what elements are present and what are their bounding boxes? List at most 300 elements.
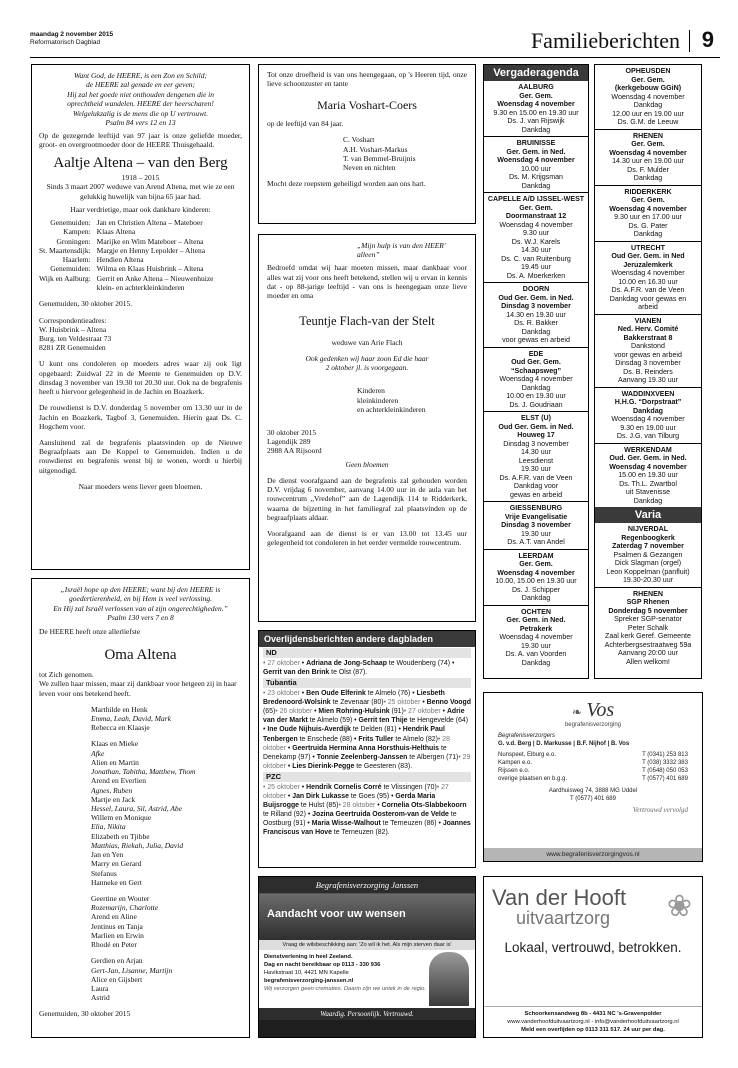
- ad-vos: [483, 692, 703, 862]
- entry-date: 26 oktober: [279, 708, 313, 716]
- agenda-line: 14.30 uur: [521, 448, 551, 456]
- entry-name: Jan Dirk Lukasse: [292, 792, 349, 800]
- agenda-place: DOORN: [522, 285, 550, 293]
- entry-detail: te Vlissingen (70): [383, 783, 437, 791]
- entry-detail: te Geesteren (83).: [356, 762, 413, 770]
- agenda-date: Woensdag 4 november: [497, 156, 575, 164]
- agenda-line: Spreker SGP-senator: [614, 615, 682, 623]
- vos-phone-row: [498, 775, 688, 783]
- janssen-ask: Vraag de wilsbeschikking aan: 'Zo wil ik het. Als mijn sterven daar is': [259, 940, 475, 950]
- obituaries-other-papers: [258, 630, 476, 868]
- relative-line: kleinkinderen: [357, 395, 399, 405]
- agenda-line: 19.30 uur: [521, 529, 551, 538]
- agenda-church: Vrije Evangelisatie: [504, 512, 568, 521]
- widow-note: Sinds 3 maart 2007 weduwe van Arend Altena, met wie ze een gelukkig huwelijk van bijna 65 jaar had.: [46, 182, 235, 201]
- agenda-date: Dankdag: [633, 406, 663, 415]
- page-header: [30, 28, 720, 58]
- agenda-line: Zaal kerk Geref. Gemeente: [605, 632, 691, 640]
- entry-name: Liesbeth Bredenoord-Wolsink: [263, 690, 445, 707]
- entry-name: Gerrit van den Brink: [263, 669, 330, 676]
- verse-line: Welgelukzalig is de mens die op U vertrouwt.: [72, 108, 209, 118]
- vos-phone-place: Rijssen e.o.: [498, 768, 530, 775]
- hooft-flower-icon: ❀: [666, 890, 692, 923]
- bible-verse: [39, 585, 242, 623]
- janssen-slogan: Aandacht voor uw wensen: [267, 908, 406, 920]
- agenda-place: WERKENDAM: [624, 445, 672, 454]
- agenda-date: Houweg 17: [517, 431, 555, 439]
- agenda-line: Dankdag: [521, 658, 551, 667]
- agenda-line: Ds. J. Schipper: [511, 585, 561, 594]
- entry-date: 29 oktober: [263, 753, 471, 770]
- agenda-line: Ds. M. Krijgsman: [509, 173, 563, 181]
- agenda-date: Woensdag 4 november: [497, 568, 575, 577]
- entry-name: Hendrik Paul Tenbergen: [263, 726, 445, 743]
- vos-web: www.begrafenisverzorgingvos.nl: [484, 848, 702, 861]
- agenda-item: [484, 137, 588, 193]
- family-row: [39, 237, 217, 246]
- agenda-date: Donderdag 5 november: [608, 606, 688, 615]
- agenda-line: Dankdag: [633, 230, 663, 238]
- agenda-line: Dankdag voor gewas en: [609, 294, 687, 303]
- section-title: Familieberichten: [530, 28, 680, 53]
- agenda-line: 10.00, 15.00 en 19.30 uur: [495, 577, 577, 585]
- family-group: [91, 739, 242, 887]
- entry-name: Benno Voogd: [426, 699, 471, 707]
- family-member: Rozemarijn, Charlotte: [91, 903, 159, 913]
- vos-logo-block: [484, 693, 702, 728]
- entry-name: Adriana de Jong-Schaap: [306, 659, 387, 667]
- entry-name: Cornelia Ots-Slabbekoorn: [381, 802, 467, 810]
- agenda-line: Dankstond: [631, 342, 665, 350]
- obituary-voshart-coers: [258, 64, 476, 224]
- correspondence-line: W. Huisbrink – Altena: [39, 324, 107, 334]
- entry-detail: te Olst (87).: [331, 669, 368, 676]
- agenda-line: Woensdag 4 november: [611, 92, 685, 101]
- bullet-icon: •: [383, 699, 388, 707]
- burial-text: Aansluitend zal de begrafenis plaatsvinden op de Nieuwe Begraafplaats aan De Koppel te Genemuiden. Indien u de rouwdienst en begrafenis wenst bij te wonen, wordt u hierbij uitgenodigd.: [39, 438, 242, 475]
- family-member: Astrid: [91, 993, 110, 1003]
- bullet-icon: •: [403, 708, 409, 716]
- bullet-icon: •: [263, 783, 268, 791]
- family-member: Afke: [91, 748, 105, 758]
- janssen-line: Dag en nacht bereikbaar op 0113 - 330 936: [264, 962, 381, 969]
- agenda-place: GIESSENBURG: [509, 504, 563, 512]
- agenda-church: Oud Ger. Gem. in Ned.: [498, 293, 574, 302]
- agenda-church: Ger. Gem.: [631, 140, 665, 148]
- vos-phones: [498, 751, 688, 783]
- family-names: Marijke en Wim Mateboer – Altena: [96, 236, 204, 246]
- janssen-title: Begrafenisverzorging Janssen: [259, 877, 475, 894]
- bullet-icon: •: [263, 659, 268, 667]
- agenda-line: gewas en arbeid: [509, 490, 563, 499]
- agenda-date: “Schaapsweg”: [510, 366, 562, 375]
- agenda-line: arbeid: [638, 303, 658, 311]
- bullet-icon: •: [263, 690, 268, 697]
- agenda-item: [595, 242, 701, 315]
- family-member: Marlien en Erwin: [91, 930, 144, 940]
- entry-detail: te Albergen (71): [409, 753, 459, 761]
- family-row: [39, 218, 217, 227]
- agenda-item: [595, 315, 701, 388]
- address-line: Lagendijk 289: [267, 437, 311, 447]
- agenda-line: 19.45 uur: [521, 263, 551, 271]
- verse-line: Want God, de HEERE, is een Zon en Schild;: [73, 71, 208, 80]
- obituary-oma-altena: [31, 578, 250, 1038]
- verse-reference: Psalm 84 vers 12 en 13: [105, 117, 176, 127]
- agenda-line: Dankdag: [633, 101, 663, 109]
- family-member: Agnes, Ruben: [91, 785, 133, 795]
- verse-line: Hij zal het goede niet onthouden dengenen die in: [66, 89, 215, 99]
- agenda-line: 12.00 uur en 19.00 uur: [612, 109, 684, 118]
- memory-note: [267, 354, 467, 372]
- varia-header: Varia: [595, 507, 701, 523]
- agenda-line: Ds. J.G. van Tilburg: [616, 432, 680, 440]
- family-member: Hanneke en Gert: [91, 877, 142, 887]
- intro-text: Op de gezegende leeftijd van 97 jaar is onze geliefde moeder, groot- en overgrootmoeder door de HEERE Thuisgehaald.: [39, 131, 242, 150]
- janssen-portrait: [429, 952, 469, 1006]
- vos-phone-number: T (0577) 401 689: [642, 776, 688, 783]
- agenda-church: Ned. Herv. Comité: [617, 325, 679, 333]
- varia-list: [595, 523, 701, 668]
- bullet-icon: •: [437, 735, 443, 743]
- family-group: [91, 956, 242, 1002]
- entry-name: Gerda Maria Buijsrogge: [263, 792, 436, 810]
- memory-line: Ook gedenken wij haar zoon Ed die haar: [305, 353, 429, 363]
- agenda-place: RHENEN: [633, 589, 663, 598]
- agenda-line: 9.30 en 15.00 en 19.30 uur: [493, 108, 579, 117]
- family-member: Alien en Martin: [91, 757, 139, 767]
- agenda-line: Leesdienst: [518, 456, 554, 465]
- agenda-line: 9.30 uur en 17.00 uur: [614, 213, 682, 221]
- entry-date: 27 oktober: [408, 708, 441, 716]
- address-line: 2988 AA Rijsoord: [267, 446, 322, 456]
- janssen-photo: [259, 894, 475, 940]
- agenda-right: [595, 65, 701, 507]
- agenda-line: Dankdag: [521, 125, 551, 134]
- relatives: [267, 135, 467, 172]
- entry-name: Lies Dierink-Pegge: [292, 762, 355, 770]
- family-member: Geertine en Wouter: [91, 893, 150, 903]
- agenda-item: [484, 412, 588, 502]
- entry-date: 28 oktober: [263, 735, 450, 752]
- dated-line: Genemuiden, 30 oktober 2015: [39, 1009, 131, 1019]
- entry-date: 25 oktober: [267, 783, 300, 791]
- closing-note: Mocht deze roepstem geheiligd worden aan ons hart.: [267, 179, 426, 189]
- vos-info: [484, 728, 702, 818]
- family-member: Elizabeth en Tjibbe: [91, 831, 150, 841]
- agenda-line: Psalmen & Gezangen: [613, 550, 683, 559]
- entry-detail: te Rilland (92): [263, 811, 306, 819]
- obituary-altena-van-den-berg: [31, 64, 250, 570]
- agenda-place: NIJVERDAL: [627, 525, 669, 533]
- grieving-label: Haar verdrietige, maar ook dankbare kinderen:: [70, 204, 211, 214]
- entry-detail: te Hulst (85): [300, 802, 339, 810]
- entry-detail: te Almelo (82): [395, 735, 438, 743]
- agenda-date: Bakkerstraat 8: [623, 333, 673, 342]
- agenda-line: Ds. A. van Voorden: [505, 650, 567, 658]
- agenda-church: Ger. Gem.: [519, 560, 553, 568]
- agenda-line: Ds. J. Goudriaan: [509, 400, 563, 409]
- entry-detail: te Almelo (59): [309, 717, 353, 725]
- agenda-date: (kerkgebouw GGiN): [614, 84, 682, 92]
- entry-name: Ben Oude Elferink: [306, 690, 366, 697]
- source-entries: • 25 oktober • Hendrik Cornelis Corré te Vlissingen (70)• 27 oktober • Jan Dirk Lukasse te Goes (95) • Gerda Maria Buijsrogge te Hulst (85)• 28 oktober • Cornelia Ots-Slabbekoorn te Rilland (92) • Jozina Geertruida Oosterom-van de Velde te Oostburg (91) • Maria Wisse-Walhout te Terneuzen (86) • Joannes Franciscus van Hove te Terneuzen (82).: [263, 783, 471, 837]
- agenda-church: Ger. Gem.: [631, 75, 665, 84]
- family-member: Jan en Yen: [91, 850, 124, 860]
- vos-leaf-icon: ❧: [571, 705, 582, 719]
- agenda-church: Ger. Gem. in Ned.: [506, 147, 566, 156]
- intro-text: De HEERE heeft onze allerliefste: [39, 626, 141, 636]
- entry-name: Joannes Franciscus van Hove: [263, 820, 471, 837]
- agenda-line: voor gewas en arbeid: [502, 336, 570, 344]
- agenda-item: [595, 130, 701, 186]
- agenda-date: Woensdag 4 november: [609, 148, 687, 157]
- agenda-line: Dankdag: [521, 594, 551, 602]
- entry-name: Gerrit ten Thije: [358, 717, 408, 725]
- entry-detail: te Hengevelde (64): [409, 717, 469, 725]
- vos-logo: Vos: [586, 699, 615, 721]
- family-names: Klaas Altena: [96, 227, 136, 237]
- vos-leaders: G. v.d. Berg | D. Markusse | B.F. Nijhof | B. Vos: [498, 741, 630, 748]
- vos-phone-place: Nunspeet, Elburg e.o.: [498, 752, 557, 759]
- vos-address: Aardhuisweg 74, 3888 MG Uddel: [548, 787, 638, 794]
- entry-name: Maria Wisse-Walhout: [311, 820, 381, 828]
- source-entries: • 23 oktober • Ben Oude Elferink te Almelo (76) • Liesbeth Bredenoord-Wolsink te Zevenaar (80)• 25 oktober • Benno Voogd (65)• 26 oktober • Mien Rohring-Hulsink (91)• 27 oktober • Adrie van der Markt te Almelo (59) • Gerrit ten Thije te Hengevelde (64) • Ine Oude Nijhuis-Averdijk te Delden (81) • Hendrik Paul Tenbergen te Enschede (88) • Frits Tuller te Almelo (82)• 28 oktober • Geertruida Hermina Anna Horsthuis-Helthuis te Denekamp (97) • Tonnie Zeelenberg-Janssen te Albergen (71)• 29 oktober • Lies Dierink-Pegge te Geesteren (83).: [263, 690, 471, 770]
- vos-phone-number: T (038) 3332 383: [642, 760, 688, 767]
- obituary-flach-van-der-stelt: [258, 234, 476, 622]
- bullet-icon: •: [436, 783, 442, 791]
- agenda-left: [484, 81, 588, 669]
- hooft-address: Schoorkensandweg 8b - 4431 NC 's-Gravenpolder: [524, 1010, 662, 1017]
- deceased-name: Maria Voshart-Coers: [317, 98, 417, 113]
- entry-name: Ine Oude Nijhuis-Averdijk: [267, 726, 351, 734]
- agenda-line: Allen welkom!: [626, 657, 670, 666]
- family-groups: [39, 705, 242, 1003]
- agenda-line: Ds. G.M. de Leeuw: [617, 118, 679, 126]
- family-table: [39, 218, 217, 292]
- entry-detail: te Enschede (88): [299, 735, 353, 743]
- agenda-place: BRUINISSE: [516, 139, 556, 147]
- entry-detail: te Woudenberg (74): [388, 659, 451, 667]
- age-text: op de leeftijd van 84 jaar.: [267, 119, 344, 129]
- relatives: [267, 386, 467, 414]
- intro-text: Bedroefd omdat wij haar moeten missen, maar dankbaar voor alles wat zij voor ons heeft betekend, stellen wij u ervan in kennis dat - op 88-jarige leeftijd - van ons is heengegaan onze lieve moeder en oma: [267, 263, 467, 301]
- family-names: Jan en Christien Altena – Mateboer: [96, 218, 203, 227]
- flowers-note: Naar moeders wens liever geen bloemen.: [78, 481, 203, 491]
- dated-line: 30 oktober 2015: [267, 428, 317, 437]
- agenda-line: 9.30 uur: [522, 229, 550, 237]
- entry-detail: (65): [263, 708, 276, 716]
- entry-date: 25 oktober: [387, 699, 421, 707]
- agenda-line: Dankdag: [521, 383, 551, 392]
- family-member: Jentinus en Tanja: [91, 921, 143, 931]
- relative-name: C. Voshart: [343, 135, 375, 145]
- family-member: Jonathan, Tabitha, Matthew, Thom: [91, 767, 196, 777]
- family-place: Groningen:: [56, 236, 91, 246]
- agenda-line: 14.30 uur en 19.00 uur: [612, 157, 684, 165]
- agenda-date: Woensdag 4 november: [609, 204, 687, 213]
- family-member: Willem en Monique: [91, 813, 152, 823]
- deceased-name: Teuntje Flach-van der Stelt: [299, 314, 435, 329]
- agenda-line: Woensdag 4 november: [611, 269, 685, 277]
- family-place: Haarlem:: [62, 255, 91, 265]
- family-member: Martje en Jack: [91, 794, 136, 804]
- agenda-line: Leon Koppelman (panfluit): [606, 567, 690, 576]
- relative-name: Neven en nichten: [343, 163, 396, 173]
- family-member: Elia, Nikita: [91, 822, 126, 832]
- agenda-line: 19.30 uur: [521, 465, 551, 473]
- entry-detail: te Delden (81): [352, 726, 397, 734]
- agenda-church: Oud Ger. Gem. in Ned.: [498, 422, 574, 431]
- condolence-text: U kunt ons condoleren op moeders adres waar zij ook ligt opgebaard: Zuidwal 22 in de Meente te Genemuiden op D.V. dinsdag 3 november van 19.30 tot 20.30 uur. Ook na de begrafenis heeft u hiervoor gelegenheid in de Jachin en Boazkerk.: [39, 359, 242, 397]
- agenda-line: Ds. C. van Ruitenburg: [501, 254, 571, 263]
- vos-phone-number: T (0341) 253 813: [642, 752, 688, 759]
- agenda-line: Ds. W.J. Karels: [511, 237, 561, 246]
- vos-phone-row: [498, 751, 688, 759]
- family-row: [39, 227, 217, 236]
- agenda-item: [595, 523, 701, 588]
- agenda-place: EDE: [528, 349, 544, 358]
- correspondence-line: 8281 ZR Genemuiden: [39, 343, 106, 353]
- agenda-item: [484, 193, 588, 283]
- agenda-line: Aanvang 20:00 uur: [618, 649, 678, 657]
- agenda-church: Oud. Ger. Gem. in Ned.: [609, 454, 687, 462]
- agenda-line: 15.00 en 19.30 uur: [618, 471, 678, 479]
- edition-date: maandag 2 november 2015: [30, 31, 114, 38]
- entry-name: Tonnie Zeelenberg-Janssen: [316, 753, 408, 761]
- agenda-line: 9.30 en 19.00 uur: [620, 423, 676, 432]
- agenda-line: Ds. A.T. van Andel: [507, 538, 565, 546]
- agenda-line: Ds. Th.L. Zwartbol: [619, 479, 677, 488]
- agenda-place: ELST (U): [521, 414, 551, 422]
- widow-note: weduwe van Arie Flach: [331, 337, 403, 347]
- family-member: Rhodé en Peter: [91, 940, 137, 950]
- family-place: Kampen:: [63, 227, 91, 237]
- family-member: Emma, Leah, David, Mark: [91, 714, 171, 724]
- deceased-name: Aaltje Altena – van den Berg: [53, 154, 228, 171]
- entry-date: 27 oktober: [263, 783, 449, 800]
- agenda-date: Woensdag 4 november: [609, 462, 687, 471]
- agenda-church: Oud Ger. Gem.: [511, 358, 561, 366]
- deceased-name: Oma Altena: [104, 646, 177, 663]
- family-row: [39, 246, 217, 255]
- family-names: Margje en Henny Lepolder – Altena: [96, 245, 206, 255]
- family-place: Wijk en Aalburg:: [39, 273, 91, 283]
- family-member: Matthias, Riekah, Julia, David: [91, 840, 184, 850]
- agenda-item: [595, 388, 701, 444]
- agenda-line: Woensdag 4 november: [499, 220, 573, 229]
- family-names: Gerrit en Anke Altena – Nieuwenhuize: [96, 273, 214, 283]
- agenda-date: Doormanstraat 12: [505, 212, 567, 220]
- hooft-web: www.vanderhoofduitvaartzorg.nl - info@vanderhoofduitvaartzorg.nl: [507, 1018, 679, 1025]
- agenda-line: Aanvang 19.30 uur: [618, 376, 678, 384]
- entry-name: Geertruida Hermina Anna Horsthuis-Helthuis: [292, 744, 440, 752]
- entry-date: 28 oktober: [342, 802, 376, 810]
- agenda-line: Ds. B. Reinders: [623, 367, 673, 376]
- entry-detail: te Almelo (76): [367, 690, 411, 697]
- ad-van-der-hooft: [483, 876, 703, 1038]
- bible-verse: [39, 71, 242, 127]
- hooft-meld: Meld een overlijden op 0113 311 517. 24 uur per dag.: [521, 1026, 665, 1033]
- agenda-date: Zaterdag 7 november: [612, 542, 684, 550]
- agenda-date: Woensdag 4 november: [497, 100, 575, 108]
- agenda-item: [595, 65, 701, 130]
- entry-detail: te Goes (95): [350, 792, 390, 800]
- agenda-date: Petrakerk: [519, 624, 553, 633]
- agenda-church: H.H.G. “Dorpstraat”: [614, 398, 682, 406]
- family-row: [39, 255, 217, 264]
- body-text: tot Zich genomen.: [39, 670, 94, 680]
- agenda-item: [595, 444, 701, 508]
- agenda-line: Ds. J. van Rijswijk: [507, 117, 565, 125]
- agenda-line: Dankdag voor: [513, 482, 559, 490]
- family-member: Laura: [91, 983, 109, 993]
- verse-line: „Israël hope op den HEERE; want bij den HEERE is: [60, 585, 221, 594]
- family-row: [39, 274, 217, 283]
- agenda-item: [484, 81, 588, 137]
- relative-line: en achterkleinkinderen: [357, 404, 426, 414]
- agenda-place: AALBURG: [518, 83, 554, 91]
- condolence-text: Voorafgaand aan de dienst is er van 13.00 tot 13.45 uur gelegenheid tot condoleren in het eerder vermelde rouwcentrum.: [267, 528, 467, 548]
- entry-name: Jozina Geertruida Oosterom-van de Velde: [312, 811, 449, 819]
- dated-line: Genemuiden, 30 oktober 2015.: [39, 299, 133, 309]
- family-member: Stefanus: [91, 868, 117, 878]
- agenda-line: Dinsdag 3 november: [615, 359, 681, 367]
- family-member: Gert-Jan, Lisanne, Martijn: [91, 965, 173, 975]
- hooft-footer: [484, 1006, 702, 1037]
- family-member: Arend en Aline: [91, 912, 137, 922]
- family-place: St. Maartensdijk:: [39, 245, 91, 255]
- vos-phone-row: [498, 767, 688, 775]
- hooft-logo-line1: Van der Hooft: [492, 885, 627, 910]
- agenda-line: Woensdag 4 november: [499, 375, 573, 383]
- obituaries-list: [259, 648, 475, 838]
- newspaper-name: Reformatorisch Dagblad: [30, 39, 101, 46]
- agenda-line: Peter Schalk: [627, 623, 669, 632]
- entry-name: Frits Tuller: [358, 735, 394, 743]
- janssen-line: Havikstraat 10, 4421 MN Kapelle: [264, 970, 349, 977]
- agenda-line: Dinsdag 3 november: [503, 439, 569, 448]
- vos-sub: begrafenisverzorging: [564, 722, 622, 728]
- bullet-icon: •: [275, 708, 280, 716]
- entry-detail: (91): [391, 708, 404, 716]
- family-member: Marry en Gerard: [91, 859, 142, 869]
- vos-phone-row: [498, 759, 688, 767]
- agenda-church: Oud Ger. Gem. in Ned: [611, 252, 685, 260]
- janssen-line: begrafenisverzorging-janssen.nl: [264, 978, 354, 985]
- family-names: klein- en achterkleinkinderen: [96, 283, 185, 293]
- correspondence-label: Correspondentieadres:: [39, 315, 107, 325]
- bullet-icon: •: [458, 753, 463, 761]
- agenda-line: Ds. A.F.R. van de Veen: [611, 286, 685, 294]
- bible-verse: „Mijn hulp is van den HEER' alleen”: [357, 241, 446, 260]
- vos-label: Begrafenisverzorgers: [498, 733, 556, 739]
- family-row: [39, 283, 217, 292]
- verse-line: goedertierenheid, en bij Hem is veel verlossing.: [68, 594, 213, 604]
- family-member: Alice en Gijsbert: [91, 974, 143, 984]
- hooft-logo-line2: uitvaartzorg: [516, 908, 611, 928]
- agenda-line: 10.00 en 16.30 uur: [618, 277, 678, 286]
- agenda-line: Dankdag: [633, 174, 663, 182]
- entry-name: Hendrik Cornelis Corré: [306, 783, 382, 791]
- agenda-line: Dick Slagman (orgel): [614, 559, 682, 567]
- vos-phone: T (0577) 401 689: [570, 795, 616, 802]
- janssen-footer: Waardig. Persoonlijk. Vertrouwd.: [259, 1008, 475, 1020]
- agenda-church: Ger. Gem. in Ned.: [506, 616, 566, 624]
- family-member: Hessel, Laura, Sil, Astrid, Abe: [91, 804, 182, 813]
- family-group: [91, 894, 242, 949]
- verse-line: de HEERE zal genade en eer geven;: [85, 80, 196, 90]
